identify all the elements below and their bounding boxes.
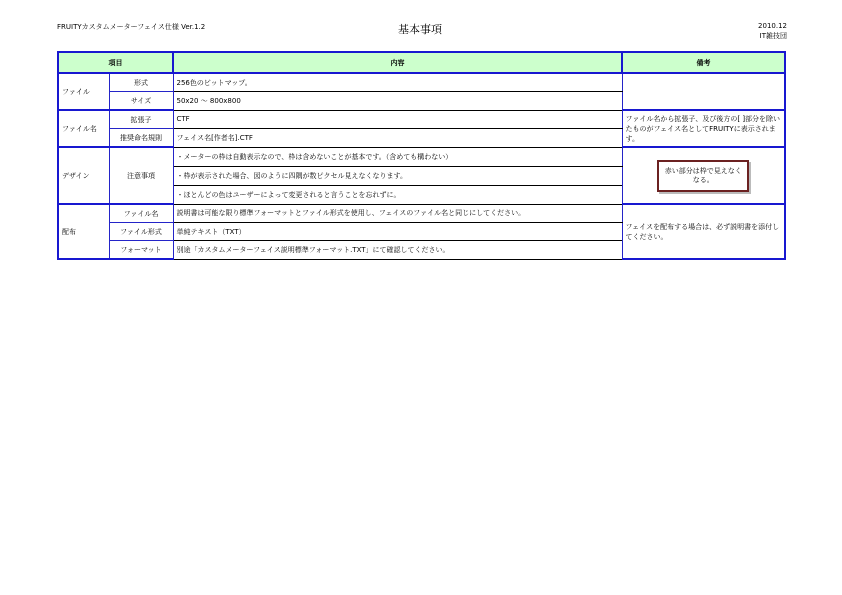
table-row [58, 147, 785, 166]
header-remarks: 備考 [622, 52, 785, 73]
row-content: フェイス名[作者名].CTF [173, 129, 622, 148]
row-label: 注意事項 [109, 147, 173, 204]
row-content: 50x20 〜 800x800 [173, 92, 622, 111]
group-label-file: ファイル [58, 73, 109, 110]
group-label-filename: ファイル名 [58, 110, 109, 147]
organization-name: IT雑技団 [759, 32, 787, 40]
note-callout: 赤い部分は枠で見えなくなる。 [657, 160, 749, 192]
row-label: ファイル名 [109, 204, 173, 223]
row-content: 256色のビットマップ。 [173, 73, 622, 92]
header-item: 項目 [58, 52, 173, 73]
table-row [58, 73, 785, 92]
row-remark [622, 147, 785, 204]
row-content: ・ほとんどの色はユーザーによって変更されると言うことを忘れずに。 [173, 185, 622, 204]
row-content: CTF [173, 110, 622, 129]
row-label: サイズ [109, 92, 173, 111]
row-remark: フェイスを配布する場合は、必ず説明書を添付してください。 [622, 204, 785, 259]
header-meta [758, 21, 787, 41]
row-label: 形式 [109, 73, 173, 92]
row-content: 説明書は可能な限り標準フォーマットとファイル形式を使用し、フェイスのファイル名と同じにしてください。 [173, 204, 622, 223]
row-content: 単純テキスト（TXT） [173, 223, 622, 241]
group-label-distribution: 配布 [58, 204, 109, 259]
row-content: ・枠が表示された場合、図のように四隅が数ピクセル見えなくなります。 [173, 166, 622, 185]
document-version-label: FRUITYカスタムメーターフェイス仕様 Ver.1.2 [57, 23, 206, 31]
table-row [58, 110, 785, 129]
group-label-design: デザイン [58, 147, 109, 204]
table-header-row [58, 52, 785, 73]
page-title: 基本事項 [398, 23, 442, 36]
row-label: 推奨命名規則 [109, 129, 173, 148]
document-date: 2010.12 [758, 22, 787, 30]
row-remark [622, 73, 785, 110]
row-label: フォーマット [109, 241, 173, 260]
row-label: 拡張子 [109, 110, 173, 129]
spec-table [57, 51, 786, 260]
row-content: ・メーターの枠は自動表示なので、枠は含めないことが基本です。（含めても構わない） [173, 147, 622, 166]
row-label: ファイル形式 [109, 223, 173, 241]
table-row [58, 204, 785, 223]
row-remark: ファイル名から拡張子、及び後方の[ ]部分を除いたものがフェイス名としてFRUITYに表示されます。 [622, 110, 785, 147]
header-content: 内容 [173, 52, 622, 73]
row-content: 別途「カスタムメーターフェイス説明標準フォーマット.TXT」にて確認してください。 [173, 241, 622, 260]
